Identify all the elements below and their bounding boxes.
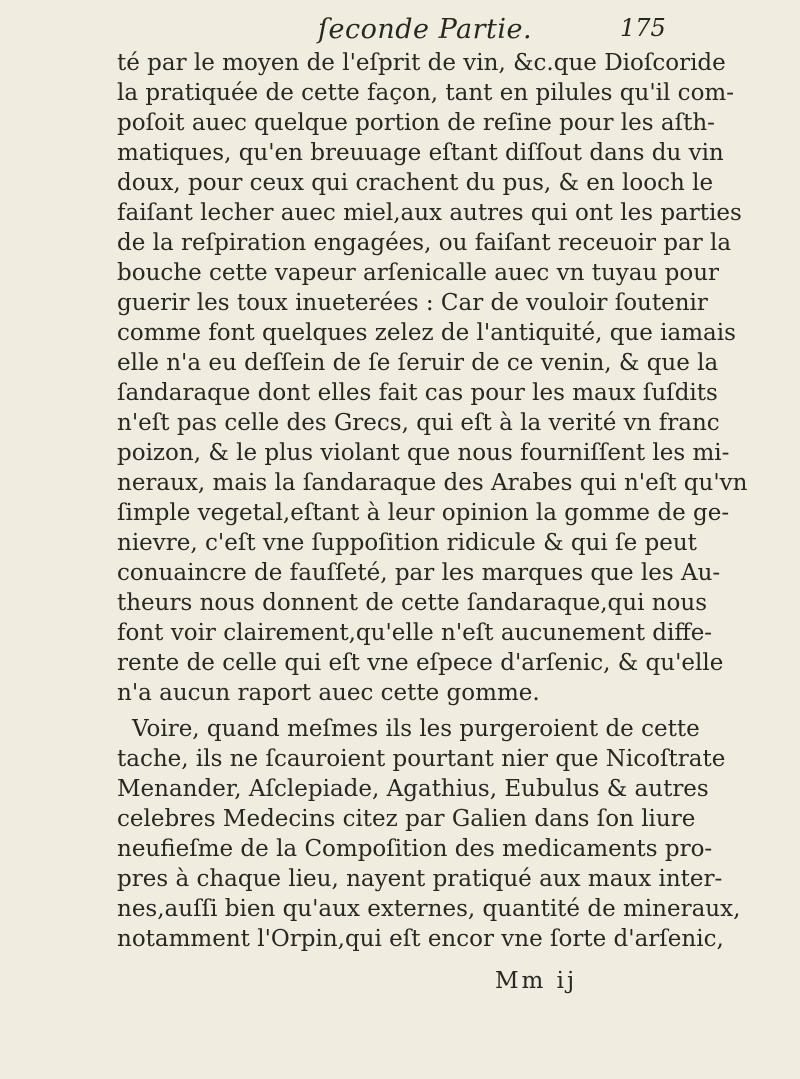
text-line: poſoit auec quelque portion de reſine pour les aſth- [117,110,715,136]
text-line: font voir clairement,qu'elle n'eſt aucunement diffe- [117,620,713,646]
text-line: n'a aucun raport auec cette gomme. [117,680,540,706]
text-line: la pratiquée de cette façon, tant en pilules qu'il com- [117,80,734,106]
text-line: doux, pour ceux qui crachent du pus, & en looch le [117,170,714,196]
text-line: pres à chaque lieu, nayent pratiqué aux maux inter- [117,866,723,892]
text-line: n'eſt pas celle des Grecs, qui eſt à la verité vn franc [117,410,720,436]
text-line: comme font quelques zelez de l'antiquité, que iamais [117,320,736,346]
text-line: bouche cette vapeur arſenicalle auec vn tuyau pour [117,260,719,286]
text-line: celebres Medecins citez par Galien dans ſon liure [117,806,696,832]
text-line: ſandaraque dont elles fait cas pour les maux ſuſdits [117,380,718,406]
text-line: tache, ils ne ſcauroient pourtant nier que Nicoſtrate [117,746,726,772]
text-line: nievre, c'eſt vne ſuppoſition ridicule & qui ſe peut [117,530,697,556]
text-line: theurs nous donnent de cette ſandaraque,qui nous [117,590,708,616]
signature-mark: Mm ij [495,968,578,994]
text-line: faiſant lecher auec miel,aux autres qui ont les parties [117,200,742,226]
text-line: conuaincre de fauſſeté, par les marques que les Au- [117,560,721,586]
text-line: Menander, Aſclepiade, Agathius, Eubulus & autres [117,776,709,802]
page-number: 175 [620,14,666,42]
text-line: notamment l'Orpin,qui eſt encor vne ſorte d'arſenic, [117,926,724,952]
running-head-title: ſeconde Partie. [318,14,533,45]
text-line: neufieſme de la Compoſition des medicaments pro- [117,836,713,862]
text-line: neraux, mais la ſandaraque des Arabes qui n'eſt qu'vn [117,470,748,496]
text-line: té par le moyen de l'eſprit de vin, &c.que Dioſcoride [117,50,726,76]
text-line: poizon, & le plus violant que nous fourniſſent les mi- [117,440,730,466]
text-line: de la reſpiration engagées, ou faiſant receuoir par la [117,230,732,256]
text-line: rente de celle qui eſt vne eſpece d'arſenic, & qu'elle [117,650,724,676]
text-line: matiques, qu'en breuuage eſtant diſſout dans du vin [117,140,724,166]
text-line: guerir les toux inueterées : Car de vouloir ſoutenir [117,290,708,316]
text-line: ſimple vegetal,eſtant à leur opinion la gomme de ge- [117,500,730,526]
text-line: nes,auſſi bien qu'aux externes, quantité de mineraux, [117,896,741,922]
paragraph-start-line: Voire, quand meſmes ils les purgeroient de cette [132,716,700,742]
text-line: elle n'a eu deſſein de ſe ſeruir de ce venin, & que la [117,350,719,376]
